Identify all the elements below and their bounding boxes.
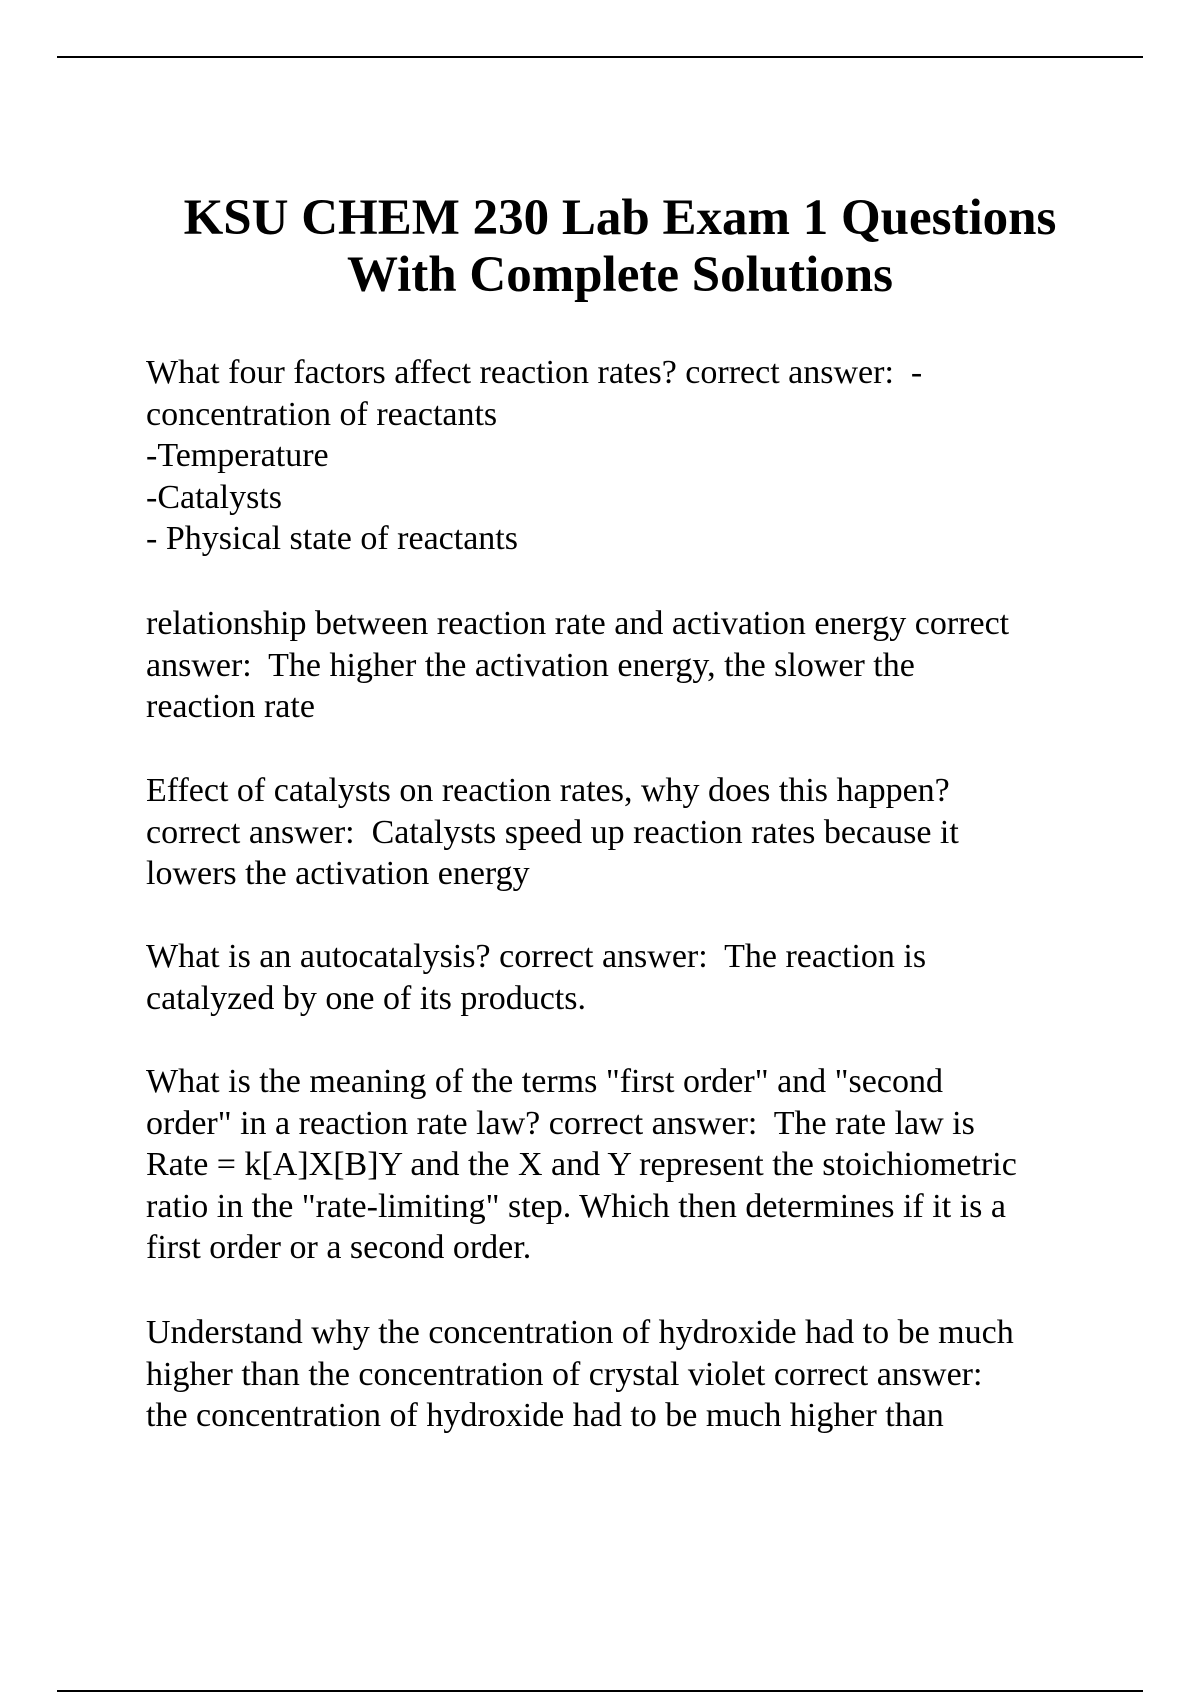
qa-line: Effect of catalysts on reaction rates, why does this happen? (146, 772, 950, 809)
qa-line: -Temperature (146, 437, 329, 475)
title-line: KSU CHEM 230 Lab Exam 1 Questions (183, 190, 1057, 246)
qa-line: reaction rate (146, 688, 315, 726)
qa-line: relationship between reaction rate and activation energy correct (146, 605, 1010, 642)
qa-line: the concentration of hydroxide had to be much higher than (146, 1397, 944, 1435)
qa-line: ratio in the "rate-limiting" step. Which then determines if it is a (146, 1187, 1006, 1225)
qa-entry-reaction-rate-factors (146, 352, 1106, 560)
qa-entry-activation-energy (146, 603, 1106, 728)
qa-entry-hydroxide-concentration (146, 1312, 1106, 1437)
qa-line: What is an autocatalysis? correct answer: The reaction is (146, 938, 927, 975)
qa-line: -Catalysts (146, 478, 282, 516)
top-divider (57, 56, 1143, 58)
qa-line: catalyzed by one of its products. (146, 979, 586, 1017)
document-title (100, 190, 1140, 304)
qa-line: Rate = k[A]X[B]Y and the X and Y represent the stoichiometric (146, 1146, 1017, 1184)
qa-entry-rate-order (146, 1061, 1106, 1269)
qa-line: What is the meaning of the terms "first order" and "second (146, 1063, 943, 1100)
qa-line: higher than the concentration of crystal violet correct answer: (146, 1355, 983, 1393)
qa-line: concentration of reactants (146, 395, 498, 433)
qa-line: answer: The higher the activation energy, the slower the (146, 646, 915, 684)
qa-line: What four factors affect reaction rates? correct answer: - (146, 354, 923, 391)
title-line: With Complete Solutions (347, 247, 893, 303)
qa-line: - Physical state of reactants (146, 520, 518, 558)
qa-line: first order or a second order. (146, 1229, 532, 1267)
bottom-divider (57, 1690, 1143, 1692)
qa-entry-autocatalysis (146, 936, 1106, 1019)
qa-line: order" in a reaction rate law? correct answer: The rate law is (146, 1104, 975, 1142)
qa-line: lowers the activation energy (146, 855, 530, 893)
qa-entry-catalysts (146, 770, 1106, 895)
qa-line: Understand why the concentration of hydroxide had to be much (146, 1314, 1014, 1351)
qa-line: correct answer: Catalysts speed up reaction rates because it (146, 813, 959, 851)
